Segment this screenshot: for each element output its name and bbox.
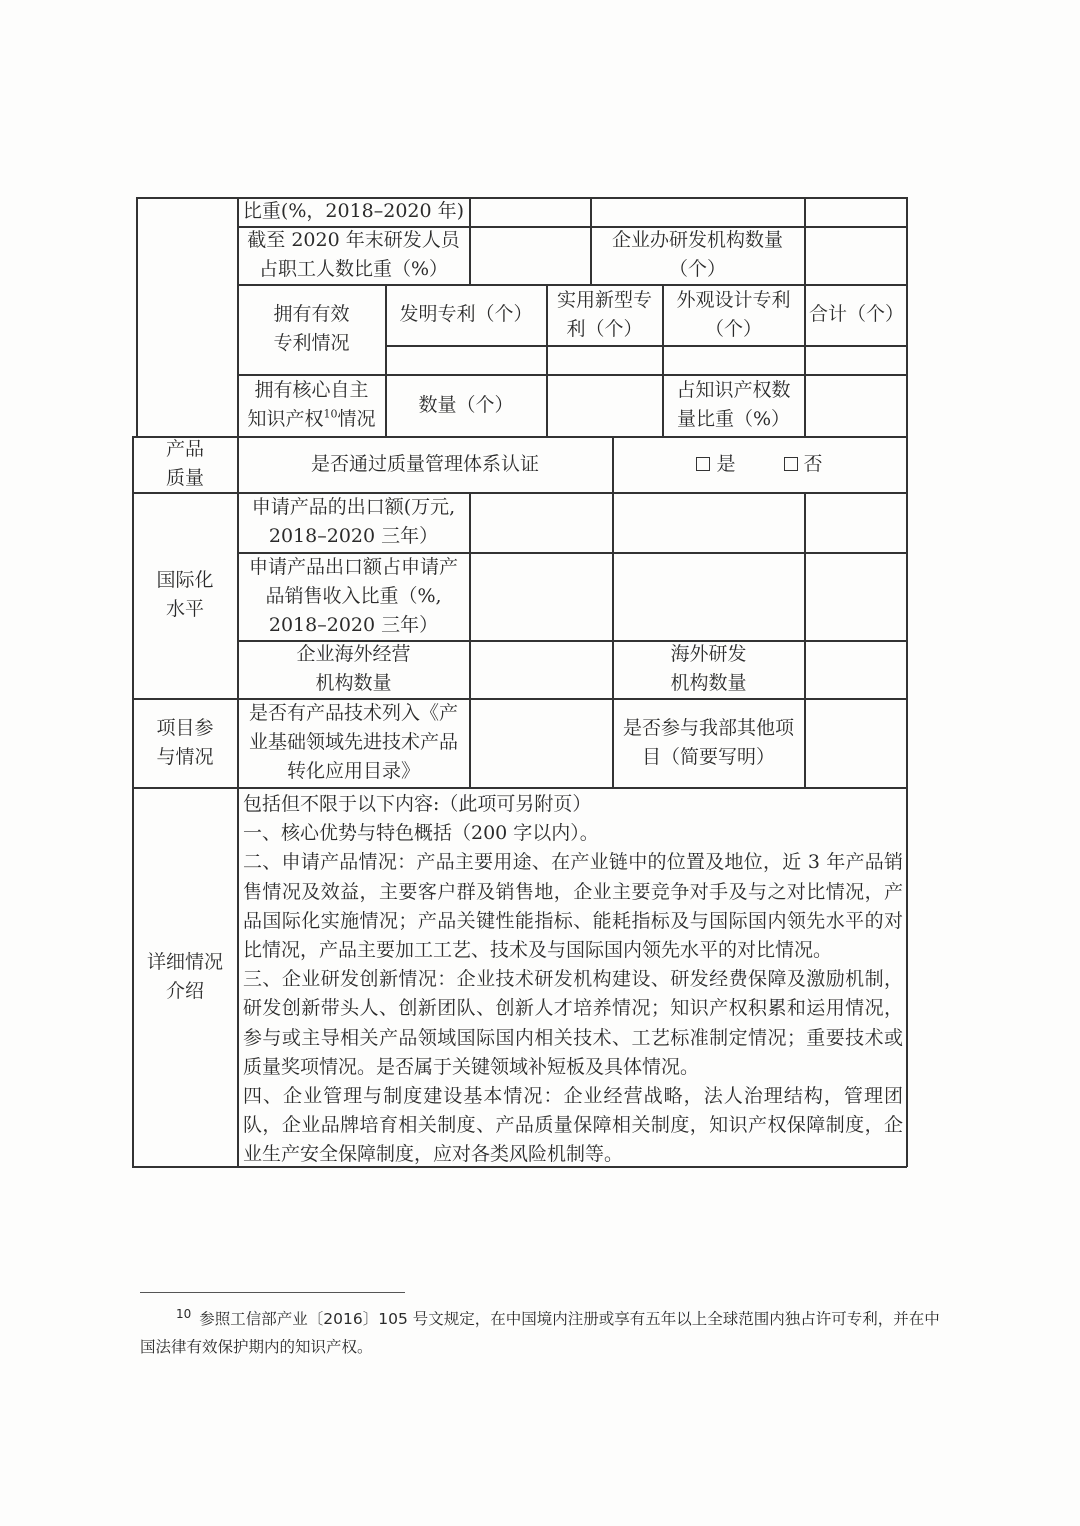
no-checkbox[interactable]	[784, 457, 798, 471]
project-section-label: 项目参 与情况	[156, 716, 214, 768]
detail-section-label: 详细情况 介绍	[146, 950, 223, 1002]
yes-checkbox[interactable]	[696, 457, 710, 471]
patent-utility-label: 实用新型专 利（个）	[556, 288, 652, 340]
quality-no-option[interactable]: 否	[784, 450, 823, 479]
quality-cert-options	[613, 436, 906, 492]
patent-total-label: 合计（个）	[809, 303, 905, 325]
other-project-question: 是否参与我部其他项 目（简要写明）	[622, 716, 794, 768]
overseas-ops-label: 企业海外经营 机构数量	[296, 643, 411, 694]
quality-section-label: 产品 质量	[165, 438, 204, 489]
core-ip-label: 拥有核心自主 知识产权$^{10}$情况	[247, 379, 376, 430]
export-amount-label: 申请产品的出口额(万元, 2018–2020 三年）	[251, 496, 456, 547]
rd-staff-ratio-label: 截至 2020 年末研发人员 占职工人数比重（%）	[247, 229, 460, 280]
detail-line: 一、核心优势与特色概括（200 字以内）。	[243, 822, 599, 845]
core-ip-ratio-label: 占知识产权数 量比重（%）	[676, 379, 791, 430]
quality-cert-question: 是否通过质量管理体系认证	[310, 452, 539, 475]
detail-line: 二、申请产品情况：产品主要用途、在产业链中的位置及地位，近 3 年产品销售情况及效益，主要客户群及销售地，企业主要竞争对手及与之对比情况，产品国际化实施情况；产品关键性能指标、能耗指标及与国际国内领先水平的对比情况，产品主要加工工艺、技术及与国际国内领先水平的对比情况。	[243, 851, 903, 962]
detail-line: 三、企业研发创新情况：企业技术研发机构建设、研发经费保障及激励机制，研发创新带头人、创新团队、创新人才培养情况；知识产权积累和运用情况，参与或主导相关产品领域国际国内相关技术、工艺标准制定情况；重要技术或质量奖项情况。是否属于关键领域补短板及具体情况。	[243, 968, 903, 1078]
footnote	[140, 1300, 950, 1361]
detail-line: 四、企业管理与制度建设基本情况：企业经营战略，法人治理结构，管理团队，企业品牌培育相关制度、产品质量保障相关制度，知识产权保障制度，企业生产安全保障制度，应对各类风险机制等。	[243, 1085, 903, 1166]
tech-catalog-question: 是否有产品技术列入《产 业基础领域先进技术产品 转化应用目录》	[248, 702, 458, 782]
footnote-text: 参照工信部产业〔2016〕105 号文规定，在中国境内注册或享有五年以上全球范围内独占许可专利，并在中国法律有效保护期内的知识产权。	[140, 1310, 940, 1357]
rd-ratio-label: 比重(%，2018–2020 年)	[242, 200, 465, 222]
detail-line: 包括但不限于以下内容:（此项可另附页）	[243, 793, 592, 815]
quality-yes-option[interactable]: 是	[696, 450, 735, 479]
intl-section-label: 国际化 水平	[156, 569, 214, 620]
rd-org-count-label: 企业办研发机构数量 （个）	[611, 229, 783, 280]
detail-description	[243, 790, 903, 1170]
overseas-rd-label: 海外研发 机构数量	[670, 643, 747, 694]
footnote-number: 10	[176, 1307, 192, 1321]
patent-group-label: 拥有有效 专利情况	[273, 303, 350, 354]
core-ip-count-label: 数量（个）	[418, 393, 514, 416]
patent-design-label: 外观设计专利 （个）	[676, 288, 791, 340]
patent-invention-label: 发明专利（个）	[399, 303, 533, 325]
footnote-rule	[140, 1292, 405, 1293]
export-ratio-label: 申请产品出口额占申请产 品销售收入比重（%, 2018–2020 三年）	[248, 555, 458, 636]
